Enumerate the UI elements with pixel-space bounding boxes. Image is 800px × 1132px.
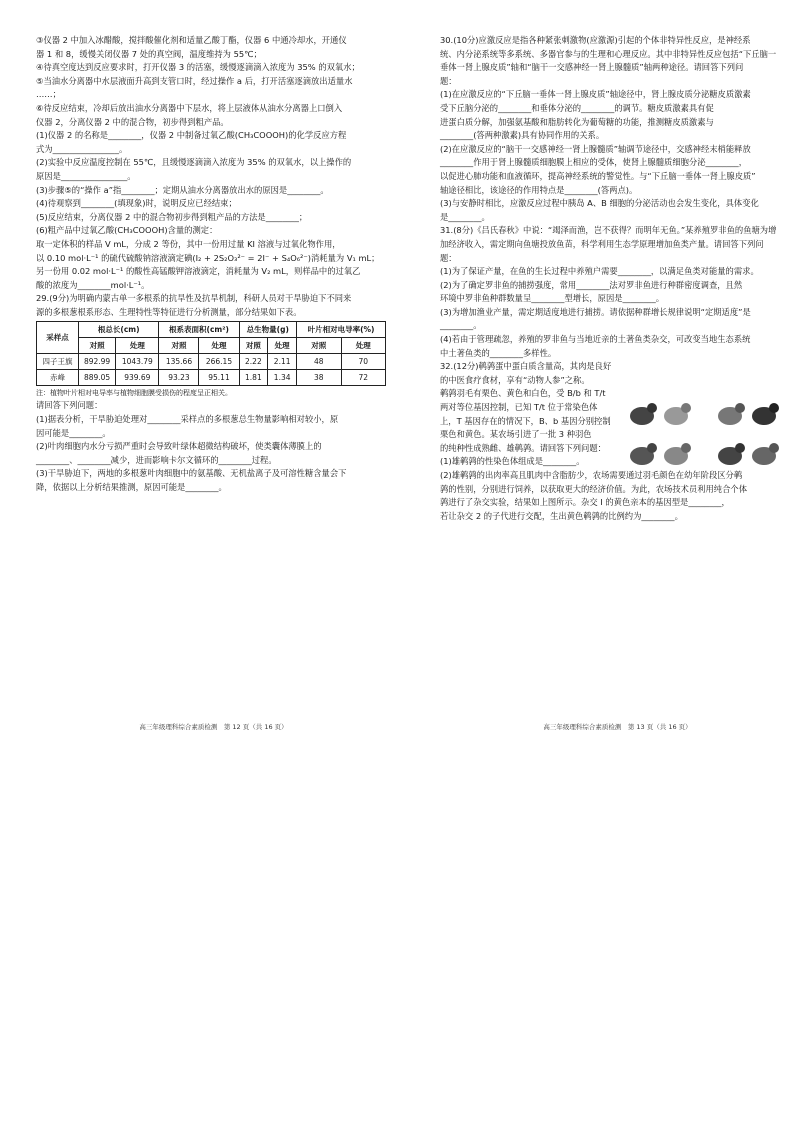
- text-line: 29.(9分)为明确内蒙古单一多根系的抗旱性及抗旱机制，科研人员对干旱胁迫下不同来: [36, 293, 352, 304]
- table-cell: 889.05: [78, 370, 115, 386]
- text-line: 式为________________。: [36, 143, 128, 154]
- text-line: 受下丘脑分泌的________和垂体分泌的________的调节。糖皮质激素具有促: [440, 102, 714, 113]
- text-line: (4)若由于管理疏忽，养殖的罗非鱼与当地近亲的土著鱼类杂交，可改变当地生态系统: [440, 334, 751, 345]
- quail-icon: [630, 403, 691, 425]
- table-subheader: 处理: [199, 338, 239, 354]
- table-cell: 2.22: [239, 354, 268, 370]
- table-cell: 93.23: [159, 370, 199, 386]
- text-line: (3)干旱胁迫下，两地的多根葱叶肉细胞中的氨基酸、无机盐离子及可溶性糖含量会下: [36, 468, 347, 479]
- text-line: 31.(8分)《吕氏春秋》中说：“竭泽而渔，岂不获得？而明年无鱼。”某养殖罗非鱼的鱼塘为增: [440, 225, 777, 236]
- text-line: (6)粗产品中过氧乙酸(CH₃COOOH)含量的测定：: [36, 225, 218, 236]
- table-subheader: 处理: [268, 338, 297, 354]
- table-row: [37, 354, 386, 370]
- table-cell: 1043.79: [116, 354, 159, 370]
- page-footer-right: 高三年级理科综合素质检测 第 13 页（共 16 页）: [543, 723, 692, 731]
- table-subheader: 对照: [297, 338, 341, 354]
- text-line: 取一定体积的样品 V mL，分成 2 等份，其中一份用过量 KI 溶液与过氧化物作用，: [36, 238, 341, 249]
- text-line: (2)叶肉细胞内水分亏损严重时会导致叶绿体超微结构破坏，使类囊体薄膜上的: [36, 441, 322, 452]
- text-line: (2)在应激反应的“脑干一交感神经一肾上腺髓质”轴调节途径中，交感神经末梢能释放: [440, 143, 751, 154]
- text-line: ④待真空度达到反应要求时，打开仪器 3 的活塞，缓慢逐滴滴入浓度为 35% 的双氧水；: [36, 62, 360, 73]
- page-footer-left: 高三年级理科综合素质检测 第 12 页（共 16 页）: [139, 723, 288, 731]
- text-line: 另一份用 0.02 mol·L⁻¹ 的酸性高锰酸钾溶液滴定，消耗量为 V₂ mL，则样品中的过氧乙: [36, 266, 361, 277]
- text-line: 因可能是________。: [36, 427, 111, 438]
- text-line: (2)雄鹌鹑的出肉率高且肌肉中含脂肪少，农场需要通过羽毛颜色在幼年阶段区分鹌: [440, 470, 743, 480]
- table-subheader: 处理: [341, 338, 386, 354]
- quail-icon: [630, 443, 691, 465]
- text-line: ③仪器 2 中加入冰醋酸，搅拌酸催化剂和适量乙酸丁酯，仪器 6 中通冷却水，开通仪: [36, 35, 347, 45]
- text-line: 仪器 2，分离仪器 2 中的混合物，初步得到粗产品。: [36, 116, 229, 127]
- text-line: (1)为了保证产量，在鱼的生长过程中养殖户需要________，以满足鱼类对能量的需求。: [440, 266, 759, 277]
- text-line: 加经济收入，需定期向鱼塘投放鱼苗，科学利用生态学原理增加鱼类产量。请回答下列问: [440, 238, 764, 249]
- left-question-text: [36, 34, 391, 318]
- text-line: ⑥待反应结束，冷却后放出油水分离器中下层水，将上层液体从油水分离器上口倒入: [36, 102, 343, 113]
- text-line: 中土著鱼类的________多样性。: [440, 347, 557, 358]
- text-line: 请回答下列问题：: [36, 400, 103, 411]
- text-line: ……；: [36, 89, 61, 100]
- text-line: ⑤当油水分离器中水层液面升高到支管口时，经过操作 a 后，打开活塞逐滴放出适量水: [36, 75, 353, 86]
- text-line: 栗色和黄色。某农场引进了一批 3 种羽色: [440, 429, 592, 440]
- text-line: 32.(12分)鹌鹑蛋中蛋白质含量高，其肉是良好: [440, 361, 612, 372]
- text-line: 鹑的性别，分别进行饲养，以获取更大的经济价值。为此，农场技术员利用纯合个体: [440, 483, 747, 494]
- text-line: 环境中罗非鱼种群数量呈________型增长，原因是________。: [440, 293, 665, 304]
- quail-icon: [718, 443, 779, 465]
- text-line: 降，依据以上分析结果推测，原因可能是________。: [36, 482, 227, 493]
- left-column: [36, 34, 391, 495]
- table-subheader: 对照: [78, 338, 115, 354]
- table-subheader: 处理: [116, 338, 159, 354]
- text-line: ________(答两种激素)具有协同作用的关系。: [440, 130, 605, 141]
- table-cell: 266.15: [199, 354, 239, 370]
- text-line: (1)据表分析，干旱胁迫处理对________采样点的多根葱总生物量影响相对较小，原: [36, 414, 339, 425]
- table-cell: 38: [297, 370, 341, 386]
- table-header-biomass: 总生物量(g): [239, 322, 297, 338]
- table-subheader: 对照: [239, 338, 268, 354]
- text-line: 以 0.10 mol·L⁻¹ 的硫代硫酸钠溶液滴定碘(I₂ + 2S₂O₃²⁻ = 2I⁻ + S₄O₆²⁻)消耗量为 V₁ mL；: [36, 252, 380, 263]
- text-line: 的纯种性成熟雌、雄鹌鹑。请回答下列问题：: [440, 442, 606, 453]
- text-line: 上，T 基因存在的情况下，B、b 基因分别控制: [440, 415, 611, 426]
- text-line: 鹑进行了杂交实验，结果如上图所示。杂交 I 的黄色亲本的基因型是________，: [440, 497, 730, 508]
- text-line: (1)在应激反应的“下丘脑一垂体一肾上腺皮质”轴途径中，肾上腺皮质分泌糖皮质激素: [440, 89, 751, 100]
- table-header-site: 采样点: [37, 322, 79, 354]
- text-line: 轴途径相比，该途径的作用特点是________(答两点)。: [440, 184, 638, 195]
- table-cell: 1.81: [239, 370, 268, 386]
- quail-cross-figure: [620, 388, 790, 474]
- text-line: (4)待观察到________(填现象)时，说明反应已经结束；: [36, 198, 237, 209]
- text-line: 若让杂交 2 的子代进行交配，生出黄色鹌鹑的比例约为________。: [440, 510, 683, 521]
- table-note: 注：植物叶片相对电导率与植物细胞膜受损伤的程度呈正相关。: [36, 389, 232, 398]
- text-line: 源的多根葱根系形态、生理特性等特征进行分析测量，部分结果如下表。: [36, 306, 302, 317]
- text-line: 以促进心肺功能和血液循环，提高神经系统的警觉性。与“下丘脑一垂体一肾上腺皮质”: [440, 170, 756, 181]
- table-cell: 72: [341, 370, 386, 386]
- table-cell: 1.34: [268, 370, 297, 386]
- table-cell: 892.99: [78, 354, 115, 370]
- text-line: 酸的浓度为________mol·L⁻¹。: [36, 279, 150, 290]
- text-line: ________。: [440, 320, 482, 331]
- text-line: 进蛋白质分解，加强氨基酸和脂肪转化为葡萄糖的功能，推测糖皮质激素与: [440, 116, 714, 127]
- text-line: ________作用于肾上腺髓质细胞膜上相应的受体，使肾上腺髓质细胞分泌________，: [440, 157, 747, 168]
- table-cell: 2.11: [268, 354, 297, 370]
- text-line: (1)雄鹌鹑的性染色体组成是________。: [440, 456, 585, 467]
- table-subheader: 对照: [159, 338, 199, 354]
- text-line: 是________。: [440, 211, 490, 222]
- table-cell: 135.66: [159, 354, 199, 370]
- table-header-root-length: 根总长(cm): [78, 322, 158, 338]
- table-cell: 95.11: [199, 370, 239, 386]
- text-line: ________、________减少，进而影响卡尔文循环的________过程。: [36, 454, 277, 465]
- table-header-conductivity: 叶片相对电导率(%): [297, 322, 386, 338]
- text-line: (5)反应结束，分离仪器 2 中的混合物初步得到粗产品的方法是________；: [36, 211, 308, 222]
- table-cell: 939.69: [116, 370, 159, 386]
- table-row: [37, 370, 386, 386]
- table-header-root-area: 根系表面积(cm²): [159, 322, 239, 338]
- quail-icon: [718, 403, 779, 425]
- text-line: (3)为增加渔业产量，需定期适度地进行捕捞。请依据种群增长规律说明“定期适度”是: [440, 306, 751, 317]
- text-line: 统、内分泌系统等多系统、多器官参与的生理和心理反应。其中非特异性反应包括“下丘脑一: [440, 48, 777, 59]
- text-line: 垂体一肾上腺皮质”轴和“脑干一交感神经一肾上腺髓质”轴两种途径。请回答下列问: [440, 62, 744, 73]
- text-line: (2)实验中反应温度控制在 55℃，且缓慢逐滴滴入浓度为 35% 的双氧水，以上操作的: [36, 157, 352, 168]
- table-cell: 48: [297, 354, 341, 370]
- root-trait-table: [36, 321, 386, 386]
- text-line: (3)步骤⑤的“操作 a”指________；定期从油水分离器放出水的原因是________。: [36, 184, 329, 195]
- table-cell-site: 四子王旗: [37, 354, 79, 370]
- text-line: (2)为了确定罗非鱼的捕捞强度，常用________法对罗非鱼进行种群密度调查，且然: [440, 279, 743, 290]
- text-line: (3)与安静时相比，应激反应过程中胰岛 A、B 细胞的分泌活动也会发生变化，具体变化: [440, 198, 759, 209]
- text-line: 题：: [440, 252, 457, 263]
- text-line: (1)仪器 2 的名称是________，仪器 2 中制备过氧乙酸(CH₃COOOH)的化学反应方程: [36, 130, 347, 141]
- table-cell-site: 赤峰: [37, 370, 79, 386]
- text-line: 原因是________________。: [36, 170, 136, 181]
- text-line: 30.(10分)应激反应是指各种紧张刺激物(应激源)引起的个体非特异性反应，是神经系: [440, 35, 751, 45]
- text-line: 两对等位基因控制，已知 T/t 位于常染色体: [440, 402, 598, 413]
- text-line: 的中医食疗食材，享有“动物人参”之称。: [440, 374, 590, 385]
- text-line: 器 1 和 8，缓慢关闭仪器 7 处的真空阀，温度维持为 55℃；: [36, 48, 262, 59]
- text-line: 鹌鹑羽毛有栗色、黄色和白色，受 B/b 和 T/t: [440, 388, 606, 399]
- text-line: 题：: [440, 75, 457, 86]
- left-questions-after-table: [36, 399, 391, 493]
- table-cell: 70: [341, 354, 386, 370]
